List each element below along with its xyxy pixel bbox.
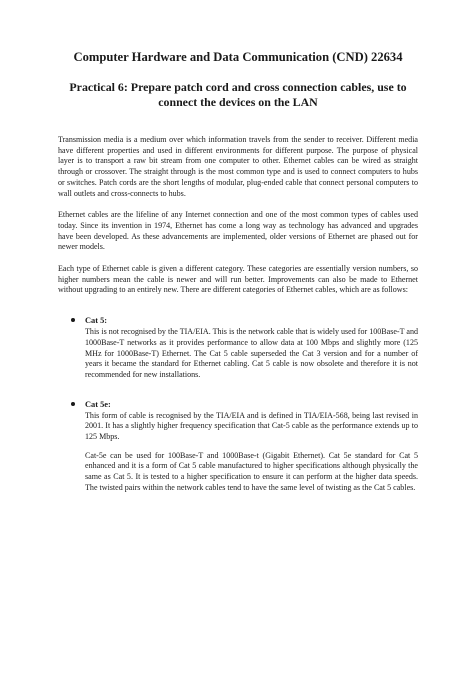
category-name: Cat 5: [85, 316, 108, 326]
bullet-icon [71, 318, 75, 322]
category-description: Cat-5e can be used for 100Base-T and 1000Base-t (Gigabit Ethernet). Cat 5e standard for Cat 5 enhanced and it is a form of Cat 5 cable manufactured to higher specifications although physically the same as Cat 5. It is tested to a higher specification to ensure it can perform at the higher data speeds. The twisted pairs within the network cables tend to have the same level of twisting as the Cat 5 cables. [85, 450, 418, 492]
document-title: Computer Hardware and Data Communication (CND) 22634 [73, 50, 403, 64]
category-name: Cat 5e: [85, 399, 111, 409]
list-item-cat5 [58, 315, 418, 381]
category-description: This form of cable is recognised by the TIA/EIA and is defined in TIA/EIA-568, being last revised in 2001. It has a slightly higher frequency specification that Cat-5 cable as the performance extends up to 125 Mbps. [85, 410, 418, 442]
practical-heading: Practical 6: Prepare patch cord and cross connection cables, use to connect the devices on the LAN [69, 80, 407, 109]
ethernet-paragraph: Ethernet cables are the lifeline of any Internet connection and one of the most common types of cables used today. Since its invention in 1974, Ethernet has come a long way as technology has advanced and upgrades have been developed. As these advancements are implemented, older versions of Ethernet are phased out for newer models. [58, 210, 418, 252]
bullet-icon [71, 402, 75, 406]
category-list [58, 315, 418, 493]
document-page [0, 50, 474, 682]
intro-paragraph: Transmission media is a medium over which information travels from the sender to receiver. Different media have different properties and used in different environments for different purpose. The purpose of physical layer is to transport a raw bit stream from one computer to other. Ethernet cables can be wired as straight through or crossover. The straight through is the most common type and is used to connect computers to hubs or switches. Patch cords are the short lengths of modular, plug-ended cable that connect personal computers to wall outlets and cross-connects to hubs. [58, 135, 418, 198]
category-description: This is not recognised by the TIA/EIA. This is the network cable that is widely used for 100Base-T and 1000Base-T networks as it provides performance to allow data at 100 Mbps and slightly more (125 MHz for 1000Base-T) Ethernet. The Cat 5 cable superseded the Cat 3 version and for a number of years it became the standard for Ethernet cabling. Cat 5 cable is now obsolete and therefore it is not recommended for new installations. [85, 327, 418, 379]
list-item-cat5e [58, 399, 418, 494]
categories-paragraph: Each type of Ethernet cable is given a different category. These categories are essentially version numbers, so higher numbers mean the cable is newer and will run better. Improvements can also be made to Ethernet without upgrading to an entirely new. There are different categories of Ethernet cables, which are as follows: [58, 264, 418, 295]
